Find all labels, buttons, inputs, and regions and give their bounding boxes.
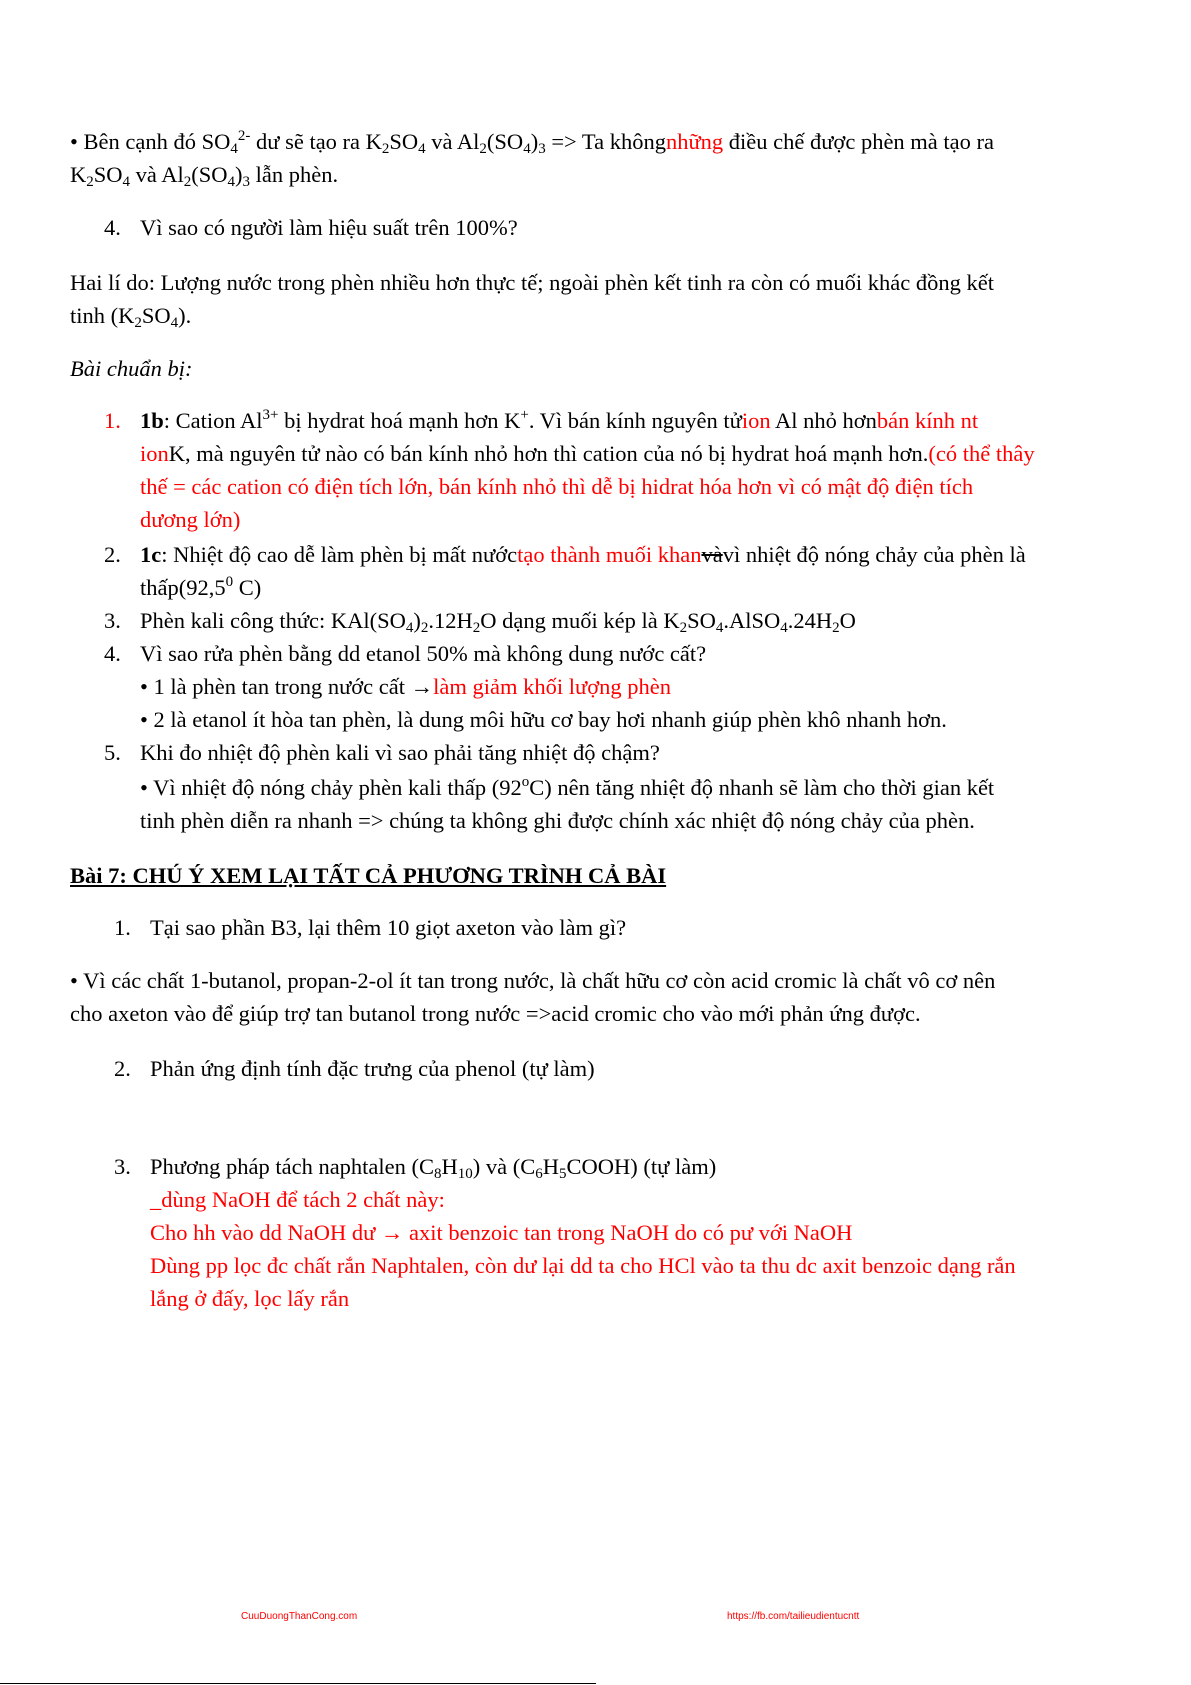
footer-left-link[interactable]: CuuDuongThanCong.com	[241, 1611, 358, 1622]
bai7-a1-line-1: • Vì các chất 1-butanol, propan-2-ol ít tan trong nước, là chất hữu cơ còn acid cromic là chất vô cơ nên	[70, 968, 996, 993]
bai7-q1-text: Tại sao phần B3, lại thêm 10 giọt axeton vào làm gì?	[150, 915, 627, 940]
prep-item-4-bullet-2: • 2 là etanol ít hòa tan phèn, là dung môi hữu cơ bay hơi nhanh giúp phèn khô nhanh hơn.	[140, 707, 947, 732]
paragraph-sulfate-note: • Bên cạnh đó $SO_4^{2-}$ dư sẽ tạo ra $K_2SO_4$ và $Al_2(SO_4)_3 => Ta$ khôngnhững điều chế được phèn mà tạo ra	[70, 128, 995, 157]
footer-rule	[0, 1683, 596, 1684]
bai7-a1-line-2: cho axeton vào để giúp trợ tan butanol trong nước =>acid cromic cho vào mới phản ứng được.	[70, 1001, 921, 1026]
footer-right-link[interactable]: https://fb.com/tailieudientucntt	[727, 1611, 860, 1622]
prep-item-4-number: 4.	[104, 641, 121, 666]
prep-item-1-line-1: 1b: Cation $Al^{3+}$ bị hydrat hoá mạnh hơn K+. Vì bán kính nguyên tửion Al nhỏ hơnbán kính nt	[140, 407, 979, 433]
bai7-q2-number: 2.	[114, 1056, 131, 1081]
bai7-q3-text: Phương pháp tách naphtalen $(C_8H_{10})$ và $(C_6H_5COOH)$ (tự làm)	[150, 1154, 717, 1182]
prep-title: Bài chuẩn bị:	[70, 356, 193, 381]
prep-item-2-line-2: thấp(92,5$^0$ C)	[140, 574, 262, 600]
answer-line-1: Hai lí do: Lượng nước trong phèn nhiều hơn thực tế; ngoài phèn kết tinh ra còn có muối khác đồng kết	[70, 270, 994, 295]
bai7-q3-number: 3.	[114, 1154, 131, 1179]
prep-item-3-text: Phèn kali công thức: $KAl(SO_4)_2.12H_2O$ dạng muối kép là $K_2SO_4.AlSO_4.24H_2O$	[140, 608, 856, 636]
prep-item-1-number: 1.	[104, 408, 121, 433]
prep-item-1-line-3: thế = các cation có điện tích lớn, bán kính nhỏ thì dễ bị hidrat hóa hơn vì có mật độ điện tích	[140, 474, 974, 499]
prep-item-2-line-1: 1c: Nhiệt độ cao dễ làm phèn bị mất nướctạo thành muối khanvàvì nhiệt độ nóng chảy của phèn là	[140, 542, 1026, 567]
question-4-text: Vì sao có người làm hiệu suất trên 100%?	[140, 215, 518, 240]
prep-item-3-number: 3.	[104, 608, 121, 633]
arrow-right-icon: →	[410, 674, 434, 699]
prep-item-5-bullet-line-2: tinh phèn diễn ra nhanh => chúng ta không ghi được chính xác nhiệt độ nóng chảy của phèn.	[140, 808, 975, 833]
prep-item-1-line-2: ionK, mà nguyên tử nào có bán kính nhỏ hơn thì cation của nó bị hydrat hoá mạnh hơn.(có thể thây	[140, 441, 1035, 466]
question-4-number: 4.	[104, 215, 121, 240]
bai7-q2-text: Phản ứng định tính đặc trưng của phenol (tự làm)	[150, 1056, 595, 1081]
prep-item-5-text: Khi đo nhiệt độ phèn kali vì sao phải tăng nhiệt độ chậm?	[140, 740, 660, 765]
bai7-q3-answer-line-3: Dùng pp lọc đc chất rắn Naphtalen, còn dư lại dd ta cho HCl vào ta thu dc axit benzoic dạng rắn	[150, 1253, 1016, 1278]
bai7-heading: Bài 7: CHÚ Ý XEM LẠI TẤT CẢ PHƯƠNG TRÌNH CẢ BÀI	[70, 863, 667, 888]
paragraph-sulfate-note-cont: $K_2SO_4$ và $Al_2(SO_4)_3$ lẫn phèn.	[70, 162, 339, 190]
answer-line-2: tinh $(K_2SO_4)$.	[70, 303, 192, 331]
bai7-q3-answer-line-1: _dùng NaOH để tách 2 chất này:	[150, 1187, 445, 1212]
bai7-q3-answer-line-4: lắng ở đấy, lọc lấy rắn	[150, 1286, 350, 1311]
bai7-q1-number: 1.	[114, 915, 131, 940]
prep-item-1-line-4: dương lớn)	[140, 507, 241, 532]
prep-item-5-bullet-line-1: • Vì nhiệt độ nóng chảy phèn kali thấp (92$^o$C) nên tăng nhiệt độ nhanh sẽ làm cho thời gian kết	[140, 774, 995, 800]
prep-item-4-bullet-1: • 1 là phèn tan trong nước cất →làm giảm khối lượng phèn	[140, 674, 671, 699]
prep-item-2-number: 2.	[104, 542, 121, 567]
arrow-right-icon: →	[380, 1220, 404, 1245]
bai7-q3-answer-line-2: Cho hh vào dd NaOH dư → axit benzoic tan trong NaOH do có pư với NaOH	[150, 1220, 853, 1245]
prep-item-4-text: Vì sao rửa phèn bằng dd etanol 50% mà không dung nước cất?	[140, 641, 707, 666]
prep-item-5-number: 5.	[104, 740, 121, 765]
